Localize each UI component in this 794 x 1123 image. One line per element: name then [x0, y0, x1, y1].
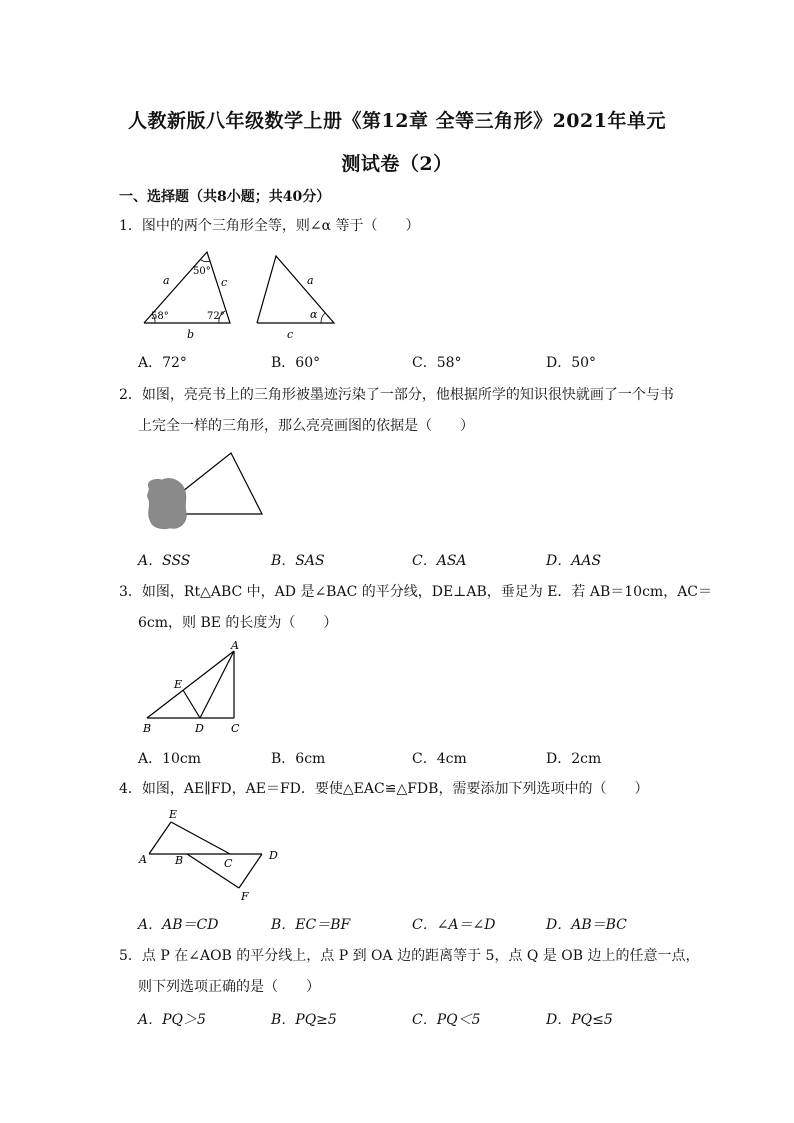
section-heading: 一、选择题（共8小题；共40分）: [119, 189, 331, 205]
q1-option-d: D．50°: [546, 355, 597, 371]
point-d: D: [195, 722, 204, 735]
q5-option-c: C．PQ＜5: [412, 1012, 481, 1028]
question-3-stem-cont: 6cm，则 BE 的长度为（ ）: [138, 615, 338, 631]
q3-option-c: C．4cm: [412, 751, 467, 767]
angle-left: 58°: [151, 311, 169, 322]
q5-option-a: A．PQ＞5: [138, 1012, 206, 1028]
q2-option-c: C．ASA: [412, 553, 467, 569]
question-2-figure: [140, 448, 270, 538]
point-c: C: [224, 857, 233, 870]
question-5-stem: 5．点 P 在∠AOB 的平分线上，点 P 到 OA 边的距离等于 5，点 Q 是 OB 边上的任意一点，: [119, 948, 700, 964]
point-e: E: [169, 808, 178, 821]
label-c: c: [221, 276, 228, 289]
question-5-stem-cont: 则下列选项正确的是（ ）: [138, 979, 320, 995]
label-c2: c: [287, 328, 294, 341]
question-1-figure: [135, 246, 345, 344]
q1-option-c: C．58°: [412, 355, 462, 371]
question-3-stem: 3．如图，Rt△ABC 中，AD 是∠BAC 的平分线，DE⊥AB，垂足为 E．若 AB＝10cm，AC＝: [119, 584, 713, 600]
point-e: E: [174, 678, 183, 691]
question-3-figure: [140, 640, 250, 736]
angle-top: 50°: [193, 266, 211, 277]
q1-option-a: A．72°: [138, 355, 187, 371]
q3-option-d: D．2cm: [546, 751, 602, 767]
q2-option-a: A．SSS: [138, 553, 191, 569]
question-2-stem-cont: 上完全一样的三角形，那么亮亮画图的依据是（ ）: [138, 418, 474, 434]
q4-option-b: B．EC＝BF: [271, 917, 351, 933]
question-4-figure: [135, 806, 285, 906]
label-a2: a: [307, 274, 314, 287]
point-a: A: [139, 853, 147, 866]
q4-option-a: A．AB＝CD: [138, 917, 219, 933]
point-b: B: [175, 854, 184, 867]
q4-option-c: C．∠A＝∠D: [412, 917, 496, 933]
title-line-2: 测试卷（2）: [341, 153, 453, 175]
q4-option-d: D．AB＝BC: [546, 917, 627, 933]
label-b: b: [187, 328, 195, 341]
q3-option-b: B．6cm: [271, 751, 326, 767]
q5-option-d: D．PQ≤5: [546, 1012, 613, 1028]
q2-option-d: D．AAS: [546, 553, 602, 569]
q2-option-b: B．SAS: [271, 553, 325, 569]
q3-option-a: A．10cm: [138, 751, 202, 767]
question-4-stem: 4．如图，AE∥FD，AE＝FD．要使△EAC≌△FDB，需要添加下列选项中的（ ）: [119, 781, 649, 797]
label-a: a: [163, 274, 170, 287]
question-1-stem: 1．图中的两个三角形全等，则∠α 等于（ ）: [119, 218, 420, 234]
point-c: C: [231, 722, 240, 735]
question-2-stem: 2．如图，亮亮书上的三角形被墨迹污染了一部分，他根据所学的知识很快就画了一个与书: [119, 387, 674, 403]
title-line-1: 人教新版八年级数学上册《第12章 全等三角形》2021年单元: [128, 110, 666, 132]
q5-option-b: B．PQ≥5: [271, 1012, 337, 1028]
angle-right: 72°: [207, 311, 225, 322]
point-f: F: [241, 890, 249, 903]
q1-option-b: B．60°: [271, 355, 321, 371]
point-a: A: [231, 640, 239, 652]
ink-blot: [147, 478, 186, 528]
point-b: B: [143, 722, 152, 735]
point-d: D: [269, 849, 278, 862]
label-alpha: α: [310, 308, 318, 321]
